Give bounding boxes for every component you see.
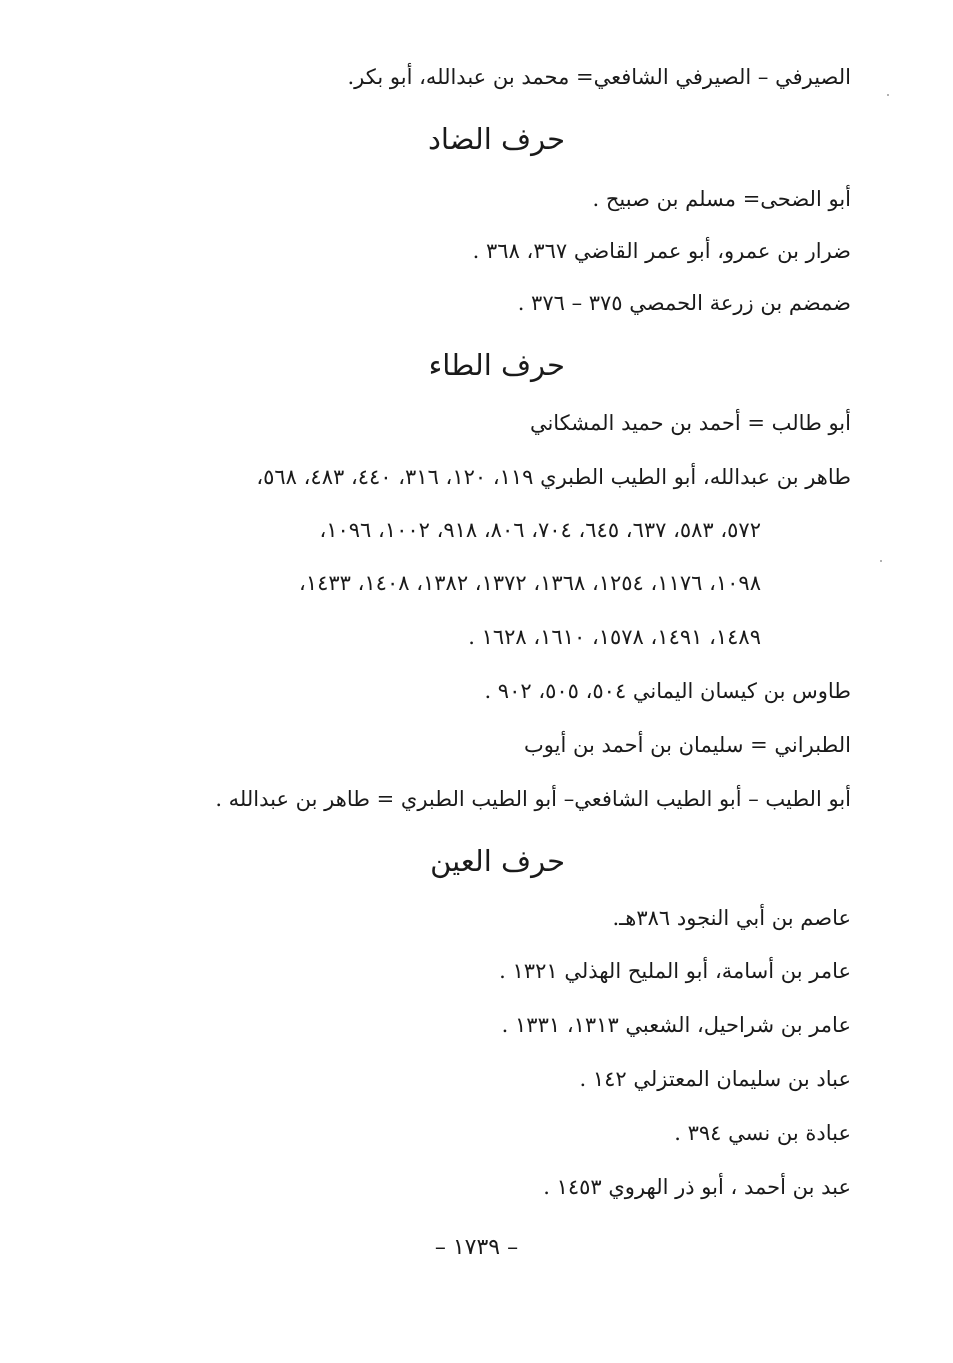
section-heading-ayn: حرف العين bbox=[430, 844, 565, 878]
index-entry-tahir: طاهر بن عبدالله، أبو الطيب الطبري ١١٩، ١٢٠، ٣١٦، ٤٤٠، ٤٨٣، ٥٦٨، bbox=[256, 465, 851, 489]
index-entry-abu-talib: أبو طالب = أحمد بن حميد المشكاني bbox=[529, 411, 851, 435]
page-number: – ١٧٣٩ – bbox=[434, 1235, 519, 1260]
index-entry-tawus: طاوس بن كيسان اليماني ٥٠٤، ٥٠٥، ٩٠٢ . bbox=[484, 679, 851, 703]
index-entry-abu-al-tayyib: أبو الطيب – أبو الطيب الشافعي– أبو الطيب الطبري = طاهر بن عبدالله . bbox=[215, 787, 851, 811]
index-entry-damdam: ضمضم بن زرعة الحمصي ٣٧٥ – ٣٧٦ . bbox=[517, 291, 851, 315]
index-entry-ubada: عبادة بن نسي ٣٩٤ . bbox=[674, 1121, 851, 1145]
index-entry-tahir-cont-1: ٥٧٢، ٥٨٣، ٦٣٧، ٦٤٥، ٧٠٤، ٨٠٦، ٩١٨، ١٠٠٢، ١٠٩٦، bbox=[319, 518, 761, 542]
index-entry-tahir-cont-2: ١٠٩٨، ١١٧٦، ١٢٥٤، ١٣٦٨، ١٣٧٢، ١٣٨٢، ١٤٠٨، ١٤٣٣، bbox=[299, 571, 761, 595]
index-entry-amir-usama: عامر بن أسامة، أبو المليح الهذلي ١٣٢١ . bbox=[499, 959, 851, 983]
index-entry-amir-sharahil: عامر بن شراحيل، الشعبي ١٣١٣، ١٣٣١ . bbox=[501, 1013, 851, 1037]
index-entry-abbad: عباد بن سليمان المعتزلي ١٤٢ . bbox=[579, 1067, 851, 1091]
index-entry-tahir-cont-3: ١٤٨٩، ١٤٩١، ١٥٧٨، ١٦١٠، ١٦٢٨ . bbox=[468, 625, 761, 649]
section-heading-ta: حرف الطاء bbox=[428, 348, 565, 382]
index-entry-abu-al-duha: أبو الضحى= مسلم بن صبيح . bbox=[592, 187, 851, 211]
index-entry-dirar: ضرار بن عمرو، أبو عمر القاضي ٣٦٧، ٣٦٨ . bbox=[472, 239, 851, 263]
scan-speck bbox=[887, 94, 889, 96]
scan-speck bbox=[880, 560, 882, 562]
index-entry-abd: عبد بن أحمد ، أبو ذر الهروي ١٤٥٣ . bbox=[543, 1175, 851, 1199]
section-heading-dad: حرف الضاد bbox=[428, 122, 565, 156]
index-entry-asim: عاصم بن أبي النجود ٣٨٦هـ. bbox=[612, 906, 851, 930]
index-entry-tabarani: الطبراني = سليمان بن أحمد بن أيوب bbox=[524, 733, 851, 757]
index-entry-sayrafi: الصيرفي – الصيرفي الشافعي= محمد بن عبدالله، أبو بكر. bbox=[347, 65, 851, 89]
